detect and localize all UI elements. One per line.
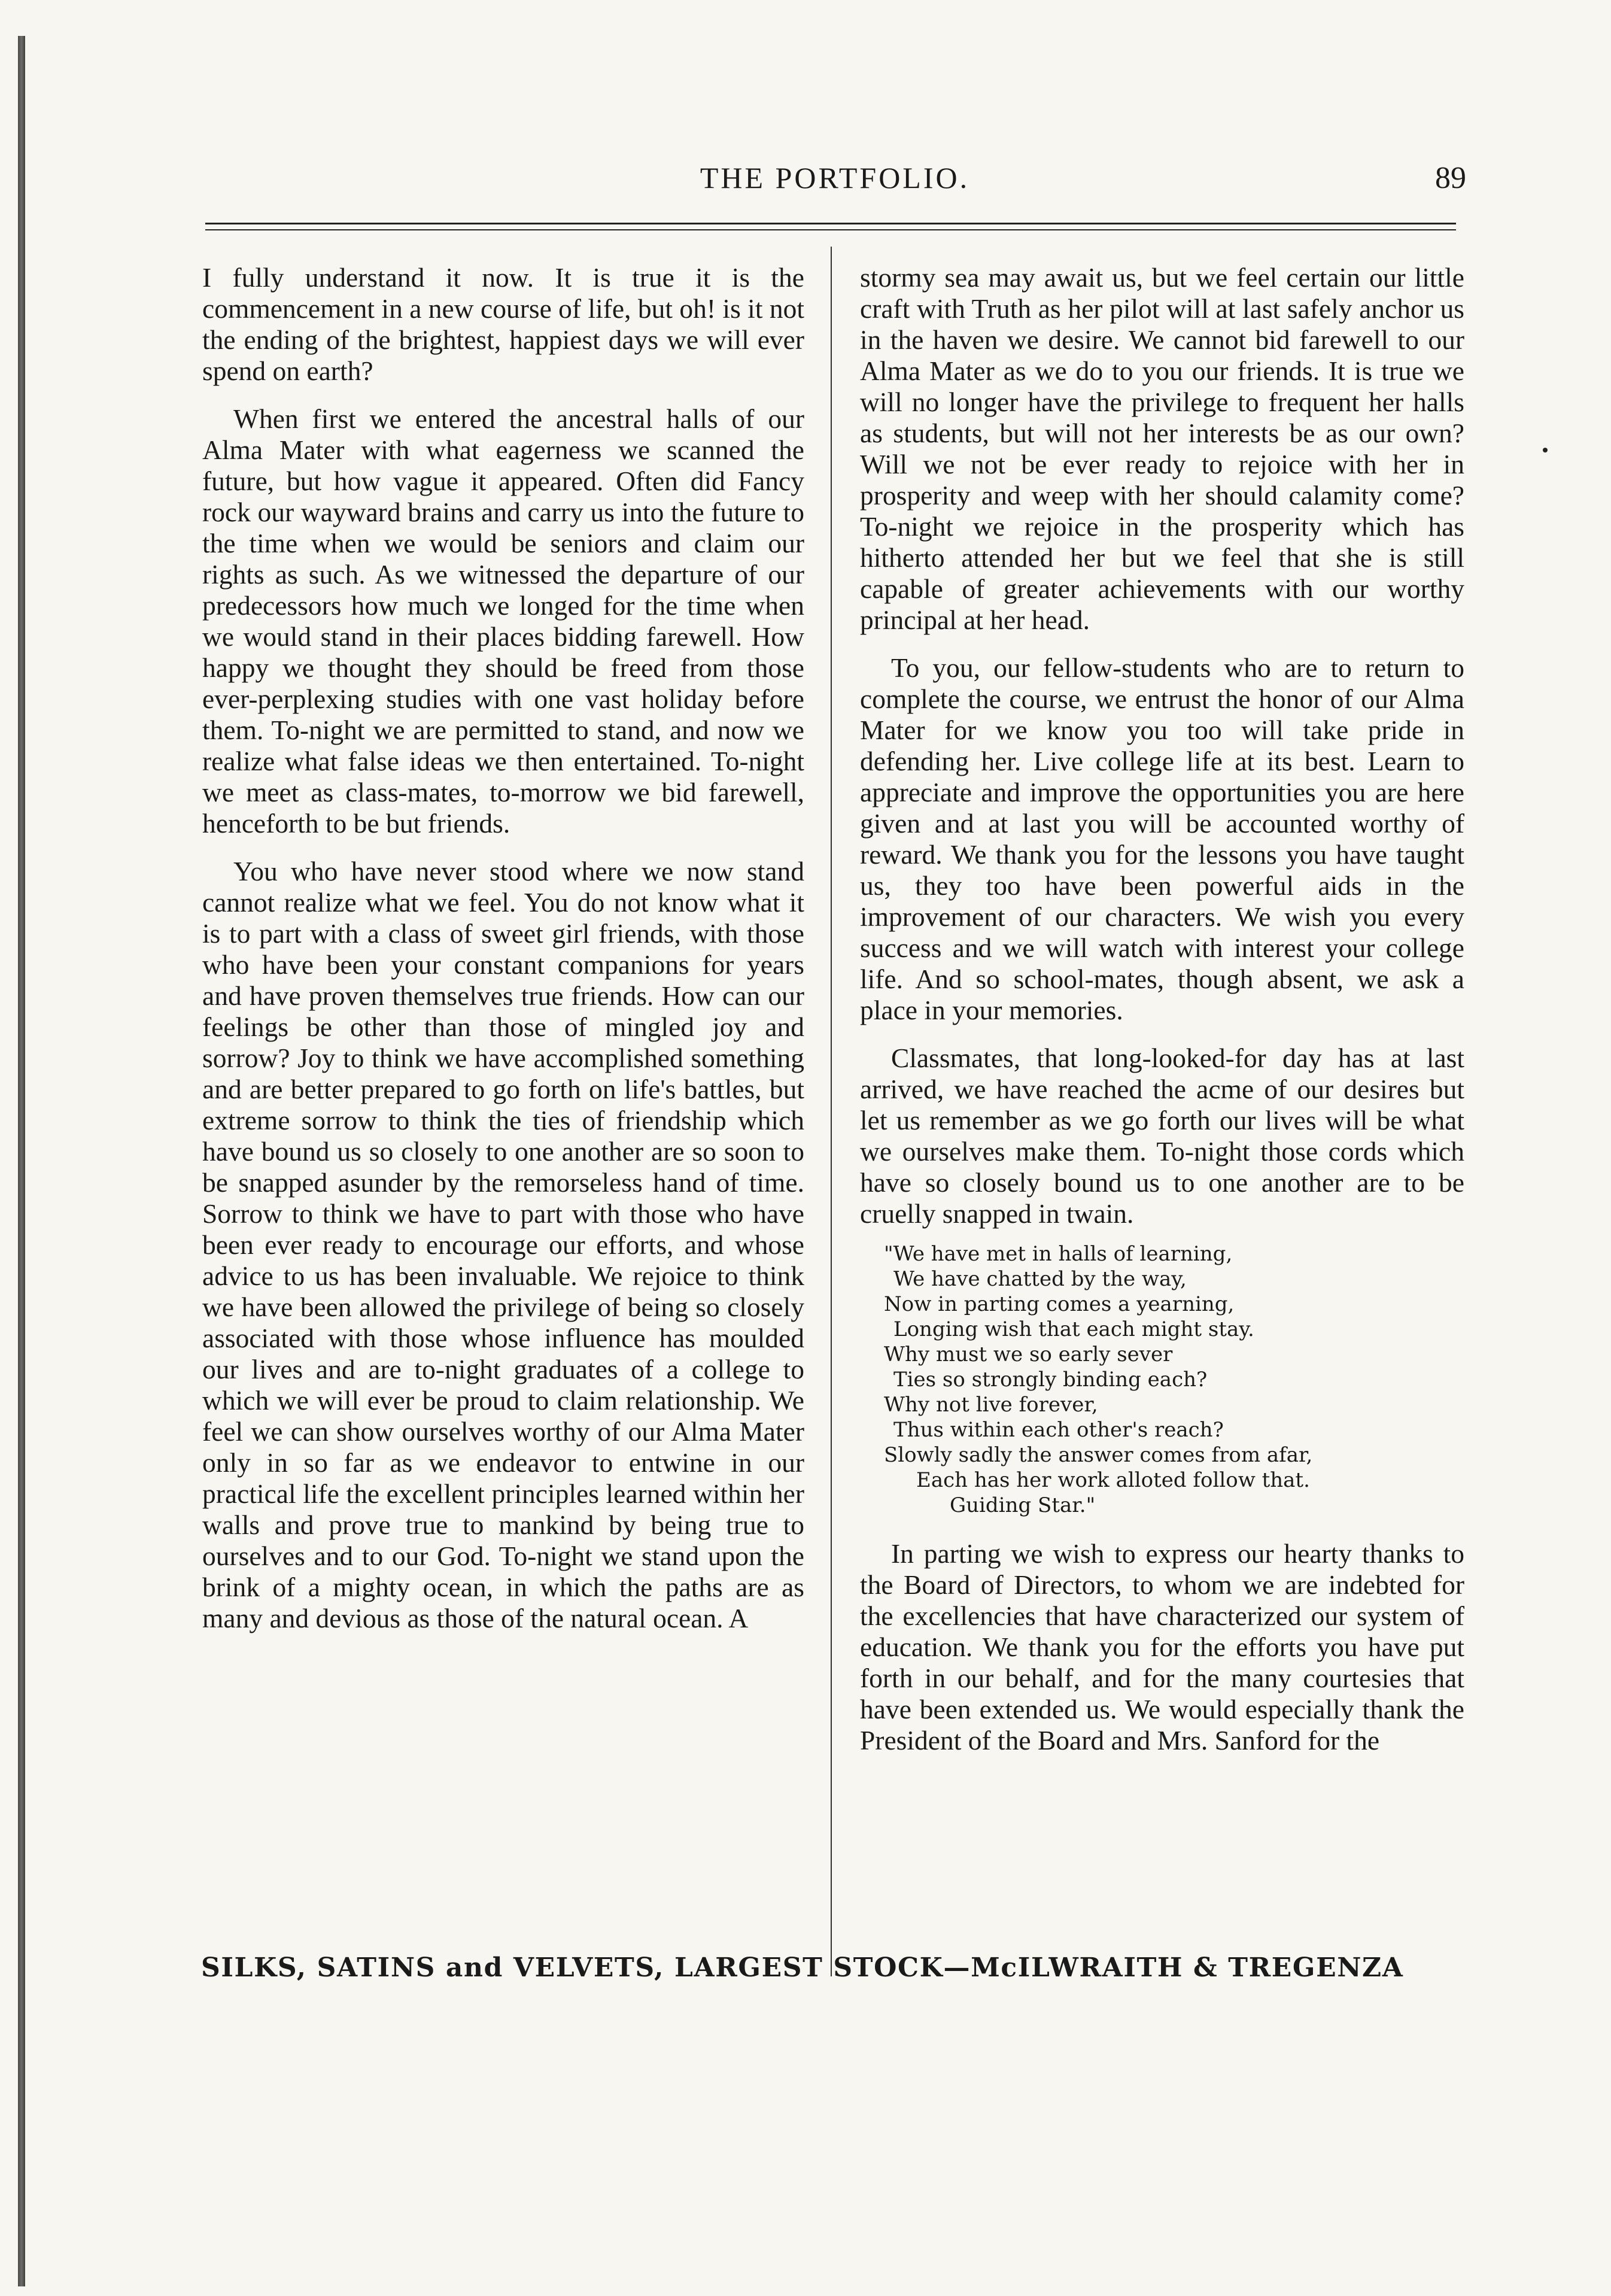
page-number: 89 bbox=[1435, 161, 1466, 195]
journal-title: THE PORTFOLIO. bbox=[700, 161, 970, 195]
paragraph: In parting we wish to express our hearty thanks to the Board of Directors, to whom we are indebted for the excellencies that have characterized our system of education. We thank you for the efforts you have put forth in our behalf, and for the many courtesies that have been extended us. We would especially thank the President of the Board and Mrs. Sanford for the bbox=[860, 1538, 1464, 1756]
poem-line: Longing wish that each might stay. bbox=[893, 1317, 1254, 1341]
paragraph: When first we entered the ancestral halls of our Alma Mater with what eagerness we scanned the future, but how vague it appeared. Often did Fancy rock our wayward brains and carry us into the future to the time when we would be seniors and claim our rights as such. As we witnessed the departure of our predecessors how much we longed for the time when we would stand in their places bidding farewell. How happy we thought they should be freed from those ever-perplexing studies with one vast holiday before them. To-night we are permitted to stand, and now we realize what false ideas we then entertained. To-night we meet as class-mates, to-morrow we bid farewell, henceforth to be but friends. bbox=[202, 403, 804, 839]
book-spine-edge bbox=[18, 36, 25, 2286]
poem-line: "We have met in halls of learning, bbox=[884, 1242, 1233, 1266]
paragraph: To you, our fellow-students who are to return to complete the course, we entrust the honor of our Alma Mater for we know you too will take pride in defending her. Live college life at its best. Learn to appreciate and improve the opportunities you are here given and at last you will be accounted worthy of reward. We thank you for the lessons you have taught us, they too have been powerful aids in the improvement of our characters. We wish you every success and we will watch with interest your college life. And so school-mates, though absent, we ask a place in your memories. bbox=[860, 652, 1464, 1025]
poem-line: Ties so strongly binding each? bbox=[893, 1368, 1208, 1392]
ink-speck bbox=[1543, 448, 1548, 452]
poem-quote bbox=[860, 1241, 1464, 1518]
poem-line: Why must we so early sever bbox=[884, 1343, 1173, 1366]
running-head bbox=[203, 160, 1466, 202]
right-column bbox=[860, 262, 1464, 1773]
paragraph: stormy sea may await us, but we feel certain our little craft with Truth as her pilot will at last safely anchor us in the haven we desire. We cannot bid farewell to our Alma Mater as we do to you our friends. It is true we will no longer have the privilege to frequent her halls as students, but will not her interests be as our own? Will we not be ever ready to rejoice with her in prosperity and weep with her should calamity come? To-night we rejoice in the prosperity which has hitherto attended her but we feel that she is still capable of greater achievements with our worthy principal at her head. bbox=[860, 262, 1464, 635]
footer-advertisement: SILKS, SATINS and VELVETS, LARGEST STOCK—McILWRAITH & TREGENZA bbox=[201, 1952, 1404, 1983]
header-rule-top bbox=[205, 223, 1456, 224]
poem-line: Now in parting comes a yearning, bbox=[884, 1292, 1235, 1316]
paragraph: You who have never stood where we now stand cannot realize what we feel. You do not know what it is to part with a class of sweet girl friends, with those who have been your constant companions for years and have proven themselves true friends. How can our feelings be other than those of mingled joy and sorrow? Joy to think we have accomplished something and are better prepared to go forth on life's battles, but extreme sorrow to think the ties of friendship which have bound us so closely to one another are so soon to be snapped asunder by the remorseless hand of time. Sorrow to think we have to part with those who have been ever ready to encourage our efforts, and whose advice to us has been invaluable. We rejoice to think we have been allowed the privilege of being so closely associated with those whose influence has moulded our lives and are to-night graduates of a college to which we will ever be proud to claim relationship. We feel we can show ourselves worthy of our Alma Mater only in so far as we endeavor to entwine in our practical life the excellent principles learned within her walls and prove true to mankind by being true to ourselves and to our God. To-night we stand upon the brink of a mighty ocean, in which the paths are as many and devious as those of the natural ocean. A bbox=[202, 856, 804, 1633]
poem-line: Thus within each other's reach? bbox=[893, 1418, 1224, 1442]
header-rule-bottom bbox=[205, 229, 1456, 230]
paragraph: I fully understand it now. It is true it is the commencement in a new course of life, but oh! is it not the ending of the brightest, happiest days we will ever spend on earth? bbox=[202, 262, 804, 386]
column-divider bbox=[831, 247, 832, 1976]
paragraph: Classmates, that long-looked-for day has at last arrived, we have reached the acme of our desires but let us remember as we go forth our lives will be what we ourselves make them. To-night those cords which have so closely bound us to one another are to be cruelly snapped in twain. bbox=[860, 1043, 1464, 1229]
poem-line: Each has her work alloted follow that. bbox=[916, 1468, 1310, 1492]
poem-line: Slowly sadly the answer comes from afar, bbox=[884, 1443, 1313, 1467]
poem-line: We have chatted by the way, bbox=[893, 1267, 1187, 1291]
poem-line: Why not live forever, bbox=[884, 1393, 1098, 1417]
left-column bbox=[202, 262, 804, 1651]
poem-line: Guiding Star." bbox=[950, 1493, 1096, 1517]
